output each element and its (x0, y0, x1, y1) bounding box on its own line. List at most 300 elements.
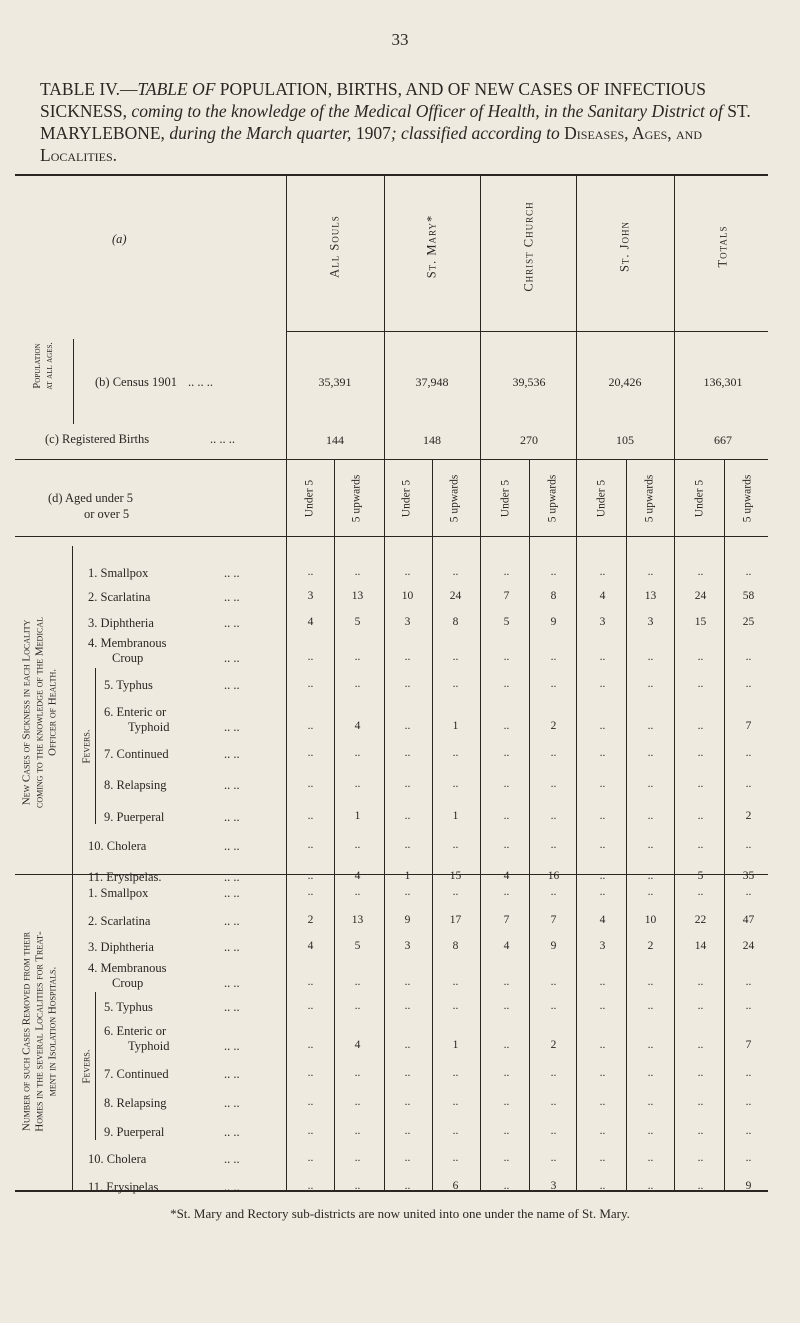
new_cases-cell-2-4: 7 (503, 590, 510, 602)
new_cases-cell-1-9: .. (745, 566, 752, 578)
new_cases-cell-7-1: .. (354, 747, 361, 759)
table-heading (40, 78, 770, 166)
removed-cell-8-2: .. (404, 1096, 411, 1108)
removed-cell-5-6: .. (599, 1000, 606, 1012)
new_cases-cell-6-6: .. (599, 720, 606, 732)
new_cases-cell-1-8: .. (697, 566, 704, 578)
new_cases-cell-5-2: .. (404, 678, 411, 690)
heading-text (40, 78, 770, 166)
census-value-1: 37,948 (415, 375, 449, 389)
removed-group-line-3: ment in Isolation Hospitals. (46, 966, 59, 1097)
removed-cell-10-3: .. (452, 1152, 459, 1164)
removed-cell-4-7: .. (647, 976, 654, 988)
new_cases-fevers-brace (95, 668, 96, 824)
new_cases-cell-3-6: 3 (599, 616, 606, 628)
removed-cell-8-7: .. (647, 1096, 654, 1108)
page-number: 33 (391, 30, 409, 49)
births-value-3: 105 (616, 433, 634, 447)
population-brace (73, 339, 74, 424)
removed-cell-7-2: .. (404, 1067, 411, 1079)
age-header-1-under: Under 5 (400, 479, 413, 518)
new_cases-cell-8-1: .. (354, 778, 361, 790)
new_cases-cell-6-9: 7 (745, 720, 752, 732)
new_cases-cell-5-0: .. (307, 678, 314, 690)
new_cases-row-label-5: 5. Typhus (104, 678, 153, 692)
data-table (0, 174, 800, 1194)
age-header-2-under: Under 5 (499, 479, 512, 518)
removed-row-leader-3: .. .. (224, 940, 240, 954)
age-header-4-over: 5 upwards (741, 474, 754, 523)
removed-row-label-8: 8. Relapsing (104, 1096, 167, 1110)
new_cases-cell-7-2: .. (404, 747, 411, 759)
new_cases-cell-9-0: .. (307, 810, 314, 822)
removed-cell-11-3: 6 (452, 1180, 459, 1192)
removed-cell-8-3: .. (452, 1096, 459, 1108)
removed-cell-3-7: 2 (647, 940, 654, 952)
removed-cell-11-4: .. (503, 1180, 510, 1192)
locality-header-rule (286, 331, 768, 332)
new_cases-cell-1-6: .. (599, 566, 606, 578)
new_cases-cell-2-7: 13 (644, 590, 657, 602)
heading-year: 1907 (355, 123, 391, 143)
new_cases-cell-8-2: .. (404, 778, 411, 790)
removed-cell-2-3: 17 (449, 914, 462, 926)
removed-cell-5-2: .. (404, 1000, 411, 1012)
removed-cell-11-7: .. (647, 1180, 654, 1192)
heading-classified: ; classified according to (390, 123, 565, 143)
new_cases-cell-9-3: 1 (452, 810, 459, 822)
census-value-3: 20,426 (608, 375, 642, 389)
footnote: *St. Mary and Rectory sub-districts are now united into one under the name of St. Mary. (170, 1206, 630, 1221)
new_cases-cell-11-7: .. (647, 870, 654, 882)
age-header-0-over: 5 upwards (350, 474, 363, 523)
removed-row-label2-6: Typhoid (128, 1039, 170, 1053)
removed-row-leader-7: .. .. (224, 1067, 240, 1081)
removed-cell-1-8: .. (697, 886, 704, 898)
new_cases-cell-1-4: .. (503, 566, 510, 578)
age-header-2-over: 5 upwards (546, 474, 559, 523)
new_cases-cell-4-5: .. (550, 651, 557, 663)
new_cases-cell-7-6: .. (599, 747, 606, 759)
top-rule (15, 174, 768, 176)
removed-cell-4-4: .. (503, 976, 510, 988)
new_cases-cell-6-4: .. (503, 720, 510, 732)
new_cases-row-label2-6: Typhoid (128, 720, 170, 734)
new_cases-cell-11-3: 15 (449, 870, 462, 882)
removed-cell-4-5: .. (550, 976, 557, 988)
removed-cell-8-9: .. (745, 1096, 752, 1108)
new_cases-cell-2-6: 4 (599, 590, 606, 602)
new_cases-cell-9-7: .. (647, 810, 654, 822)
removed-cell-5-7: .. (647, 1000, 654, 1012)
removed-cell-11-0: .. (307, 1180, 314, 1192)
new_cases-cell-6-5: 2 (550, 720, 557, 732)
new_cases-cell-3-0: 4 (307, 616, 314, 628)
removed-cell-7-1: .. (354, 1067, 361, 1079)
removed-cell-2-9: 47 (742, 914, 755, 926)
removed-cell-6-4: .. (503, 1039, 510, 1051)
column-a-label: (a) (112, 232, 127, 246)
removed-cell-6-6: .. (599, 1039, 606, 1051)
removed-cell-7-0: .. (307, 1067, 314, 1079)
births-value-2: 270 (520, 433, 538, 447)
removed-row-leader-10: .. .. (224, 1152, 240, 1166)
removed-cell-4-8: .. (697, 976, 704, 988)
new_cases-cell-6-8: .. (697, 720, 704, 732)
new_cases-cell-3-2: 3 (404, 616, 411, 628)
new_cases-cell-8-5: .. (550, 778, 557, 790)
removed-cell-7-3: .. (452, 1067, 459, 1079)
removed-cell-2-0: 2 (307, 914, 314, 926)
new_cases-cell-3-5: 9 (550, 616, 557, 628)
new_cases-cell-3-1: 5 (354, 616, 361, 628)
new_cases-group-line-2: coming to the knowledge of the Medical (33, 617, 46, 808)
new_cases-cell-10-2: .. (404, 839, 411, 851)
removed-cell-5-5: .. (550, 1000, 557, 1012)
new_cases-row-leader-7: .. .. (224, 747, 240, 761)
removed-cell-7-6: .. (599, 1067, 606, 1079)
removed-cell-3-2: 3 (404, 940, 411, 952)
removed-row-leader-6: .. .. (224, 1039, 240, 1053)
new_cases-cell-8-7: .. (647, 778, 654, 790)
removed-cell-10-6: .. (599, 1152, 606, 1164)
new_cases-cell-6-7: .. (647, 720, 654, 732)
removed-cell-6-8: .. (697, 1039, 704, 1051)
removed-cell-1-3: .. (452, 886, 459, 898)
new_cases-row-leader-6: .. .. (224, 720, 240, 734)
births-label: (c) Registered Births (45, 432, 150, 446)
new_cases-fevers-label: Fevers. (80, 729, 93, 764)
column-line-4 (674, 174, 675, 1190)
removed-row-label-11: 11. Erysipelas (88, 1180, 159, 1194)
new_cases-cell-11-1: 4 (354, 870, 361, 882)
removed-cell-10-9: .. (745, 1152, 752, 1164)
removed-cell-6-0: .. (307, 1039, 314, 1051)
new_cases-cell-10-7: .. (647, 839, 654, 851)
births-value-1: 148 (423, 433, 441, 447)
removed-cell-10-4: .. (503, 1152, 510, 1164)
new_cases-cell-3-7: 3 (647, 616, 654, 628)
new_cases-cell-9-9: 2 (745, 810, 752, 822)
census-value-4: 136,301 (703, 375, 743, 389)
removed-cell-6-7: .. (647, 1039, 654, 1051)
new_cases-cell-11-4: 4 (503, 870, 510, 882)
new_cases-cell-10-0: .. (307, 839, 314, 851)
removed-cell-1-0: .. (307, 886, 314, 898)
removed-cell-9-7: .. (647, 1125, 654, 1137)
population-label-line2: at all ages. (45, 342, 55, 390)
removed-cell-8-5: .. (550, 1096, 557, 1108)
removed-cell-8-6: .. (599, 1096, 606, 1108)
new_cases-cell-1-2: .. (404, 566, 411, 578)
removed-cell-2-4: 7 (503, 914, 510, 926)
new_cases-cell-9-1: 1 (354, 810, 361, 822)
removed-cell-3-3: 8 (452, 940, 459, 952)
new_cases-cell-7-7: .. (647, 747, 654, 759)
new_cases-cell-1-3: .. (452, 566, 459, 578)
removed-cell-6-1: 4 (354, 1039, 361, 1051)
removed-cell-7-7: .. (647, 1067, 654, 1079)
new_cases-cell-1-5: .. (550, 566, 557, 578)
removed-row-label-1: 1. Smallpox (88, 886, 149, 900)
locality-header-4: Totals (715, 225, 730, 268)
removed-row-label-4: 4. Membranous (88, 961, 167, 975)
new_cases-cell-9-2: .. (404, 810, 411, 822)
new_cases-cell-5-4: .. (503, 678, 510, 690)
new_cases-cell-4-4: .. (503, 651, 510, 663)
age-header-0-under: Under 5 (303, 479, 316, 518)
removed-cell-7-4: .. (503, 1067, 510, 1079)
births-leader: .. .. .. (210, 432, 235, 446)
new_cases-cell-3-4: 5 (503, 616, 510, 628)
removed-cell-9-2: .. (404, 1125, 411, 1137)
removed-cell-5-3: .. (452, 1000, 459, 1012)
new_cases-cell-11-5: 16 (547, 870, 560, 882)
new_cases-cell-3-9: 25 (742, 616, 755, 628)
new_cases-row-label-6: 6. Enteric or (104, 705, 167, 719)
new_cases-cell-4-6: .. (599, 651, 606, 663)
new_cases-cell-9-5: .. (550, 810, 557, 822)
new_cases-cell-9-8: .. (697, 810, 704, 822)
new_cases-cell-5-9: .. (745, 678, 752, 690)
removed-brace (72, 874, 73, 1190)
removed-group-line-1: Number of such Cases Removed from their (20, 931, 33, 1132)
removed-cell-1-5: .. (550, 886, 557, 898)
new_cases-cell-8-0: .. (307, 778, 314, 790)
new_cases-cell-4-2: .. (404, 651, 411, 663)
removed-cell-8-0: .. (307, 1096, 314, 1108)
new_cases-cell-4-7: .. (647, 651, 654, 663)
new_cases-row-leader-3: .. .. (224, 616, 240, 630)
removed-cell-3-4: 4 (503, 940, 510, 952)
new_cases-cell-5-1: .. (354, 678, 361, 690)
new_cases-row-label-3: 3. Diphtheria (88, 616, 154, 630)
column-line-2 (480, 174, 481, 1190)
age-header-1-over: 5 upwards (448, 474, 461, 523)
new_cases-row-leader-4: .. .. (224, 651, 240, 665)
removed-row-label2-4: Croup (112, 976, 144, 990)
new_cases-cell-2-5: 8 (550, 590, 557, 602)
new_cases-row-leader-1: .. .. (224, 566, 240, 580)
new_cases-cell-2-8: 24 (694, 590, 707, 602)
removed-cell-5-0: .. (307, 1000, 314, 1012)
removed-cell-3-9: 24 (742, 940, 755, 952)
removed-row-label-2: 2. Scarlatina (88, 914, 151, 928)
census-label: (b) Census 1901 (95, 375, 177, 389)
removed-cell-8-4: .. (503, 1096, 510, 1108)
new_cases-cell-3-3: 8 (452, 616, 459, 628)
new_cases-row-label-7: 7. Continued (104, 747, 169, 761)
removed-cell-9-1: .. (354, 1125, 361, 1137)
census-value-2: 39,536 (512, 375, 546, 389)
removed-cell-2-2: 9 (404, 914, 411, 926)
heading-classification: Diseases, Ages, and Localities. (40, 123, 702, 165)
removed-cell-1-1: .. (354, 886, 361, 898)
removed-group-line-2: Homes in the several Localities for Treat- (33, 931, 46, 1132)
removed-cell-11-5: 3 (550, 1180, 557, 1192)
new_cases-cell-3-8: 15 (694, 616, 707, 628)
new_cases-cell-2-2: 10 (401, 590, 414, 602)
new_cases-cell-10-6: .. (599, 839, 606, 851)
population-group-label (31, 311, 57, 421)
new_cases-cell-2-9: 58 (742, 590, 755, 602)
removed-cell-9-9: .. (745, 1125, 752, 1137)
new_cases-cell-5-7: .. (647, 678, 654, 690)
removed-row-leader-2: .. .. (224, 914, 240, 928)
removed-cell-9-6: .. (599, 1125, 606, 1137)
new_cases-row-leader-9: .. .. (224, 810, 240, 824)
age-header-4-under: Under 5 (693, 479, 706, 518)
removed-cell-10-7: .. (647, 1152, 654, 1164)
removed-cell-4-1: .. (354, 976, 361, 988)
new_cases-cell-5-5: .. (550, 678, 557, 690)
removed-row-leader-8: .. .. (224, 1096, 240, 1110)
removed-cell-4-9: .. (745, 976, 752, 988)
new_cases-cell-2-1: 13 (351, 590, 364, 602)
removed-cell-9-8: .. (697, 1125, 704, 1137)
removed-cell-2-8: 22 (694, 914, 707, 926)
new_cases-row-label-8: 8. Relapsing (104, 778, 167, 792)
new_cases-group-line-3: Officer of Health. (46, 669, 59, 756)
removed-cell-3-5: 9 (550, 940, 557, 952)
new_cases-row-label-1: 1. Smallpox (88, 566, 149, 580)
removed-cell-9-5: .. (550, 1125, 557, 1137)
new_cases-row-label-4: 4. Membranous (88, 636, 167, 650)
removed-cell-4-2: .. (404, 976, 411, 988)
new_cases-cell-5-8: .. (697, 678, 704, 690)
removed-cell-3-1: 5 (354, 940, 361, 952)
census-value-0: 35,391 (318, 375, 352, 389)
new_cases-cell-9-6: .. (599, 810, 606, 822)
heading-quarter: during the March quarter, (164, 123, 356, 143)
new_cases-cell-5-3: .. (452, 678, 459, 690)
removed-row-label-5: 5. Typhus (104, 1000, 153, 1014)
new_cases-cell-11-0: .. (307, 870, 314, 882)
removed-cell-2-6: 4 (599, 914, 606, 926)
removed-row-label-3: 3. Diphtheria (88, 940, 154, 954)
new_cases-cell-4-3: .. (452, 651, 459, 663)
removed-cell-2-7: 10 (644, 914, 657, 926)
new_cases-cell-11-9: 35 (742, 870, 755, 882)
new_cases-cell-7-8: .. (697, 747, 704, 759)
new_cases-cell-1-1: .. (354, 566, 361, 578)
removed-cell-5-1: .. (354, 1000, 361, 1012)
new_cases-cell-7-9: .. (745, 747, 752, 759)
births-value-0: 144 (326, 433, 344, 447)
census-leader: .. .. .. (188, 375, 213, 389)
removed-row-label-7: 7. Continued (104, 1067, 169, 1081)
new_cases-cell-5-6: .. (599, 678, 606, 690)
removed-cell-3-6: 3 (599, 940, 606, 952)
removed-group-label (21, 874, 60, 1190)
removed-cell-5-9: .. (745, 1000, 752, 1012)
removed-cell-2-1: 13 (351, 914, 364, 926)
new_cases-row-leader-2: .. .. (224, 590, 240, 604)
removed-cell-10-2: .. (404, 1152, 411, 1164)
removed-cell-3-0: 4 (307, 940, 314, 952)
removed-cell-11-2: .. (404, 1180, 411, 1192)
removed-cell-6-2: .. (404, 1039, 411, 1051)
removed-cell-4-0: .. (307, 976, 314, 988)
heading-table-of: TABLE OF (137, 79, 216, 99)
removed-cell-10-5: .. (550, 1152, 557, 1164)
locality-header-3: St. John (617, 220, 632, 273)
locality-header-1: St. Mary* (424, 214, 439, 279)
heading-district: ST. MARYLEBONE, (40, 101, 751, 143)
new_cases-cell-4-0: .. (307, 651, 314, 663)
removed-cell-3-8: 14 (694, 940, 707, 952)
new_cases-cell-8-4: .. (503, 778, 510, 790)
locality-header-0: All Souls (327, 215, 342, 278)
removed-fevers-brace (95, 992, 96, 1140)
removed-cell-4-3: .. (452, 976, 459, 988)
new_cases-cell-6-3: 1 (452, 720, 459, 732)
removed-row-leader-5: .. .. (224, 1000, 240, 1014)
new_cases-cell-2-3: 24 (449, 590, 462, 602)
removed-cell-1-7: .. (647, 886, 654, 898)
new_cases-cell-10-1: .. (354, 839, 361, 851)
removed-cell-7-9: .. (745, 1067, 752, 1079)
new_cases-row-leader-8: .. .. (224, 778, 240, 792)
removed-cell-5-4: .. (503, 1000, 510, 1012)
removed-cell-7-8: .. (697, 1067, 704, 1079)
new_cases-cell-7-4: .. (503, 747, 510, 759)
new_cases-cell-6-0: .. (307, 720, 314, 732)
removed-row-label-6: 6. Enteric or (104, 1024, 167, 1038)
removed-cell-1-2: .. (404, 886, 411, 898)
new_cases-cell-10-5: .. (550, 839, 557, 851)
new_cases-cell-9-4: .. (503, 810, 510, 822)
removed-cell-10-8: .. (697, 1152, 704, 1164)
new_cases-cell-8-3: .. (452, 778, 459, 790)
removed-cell-10-1: .. (354, 1152, 361, 1164)
age-header-3-over: 5 upwards (643, 474, 656, 523)
removed-cell-6-5: 2 (550, 1039, 557, 1051)
new_cases-cell-1-7: .. (647, 566, 654, 578)
removed-cell-7-5: .. (550, 1067, 557, 1079)
removed-cell-9-0: .. (307, 1125, 314, 1137)
removed-cell-5-8: .. (697, 1000, 704, 1012)
removed-cell-10-0: .. (307, 1152, 314, 1164)
new_cases-cell-6-1: 4 (354, 720, 361, 732)
age-label-line1: (d) Aged under 5 (48, 491, 134, 505)
removed-cell-8-1: .. (354, 1096, 361, 1108)
new_cases-row-leader-10: .. .. (224, 839, 240, 853)
new_cases-row-label-2: 2. Scarlatina (88, 590, 151, 604)
new_cases-cell-11-6: .. (599, 870, 606, 882)
new_cases-cell-10-4: .. (503, 839, 510, 851)
new_cases-cell-11-2: 1 (404, 870, 411, 882)
new_cases-row-label2-4: Croup (112, 651, 144, 665)
removed-row-leader-11: .. .. (224, 1180, 240, 1194)
removed-row-leader-9: .. .. (224, 1125, 240, 1139)
new_cases-cell-10-8: .. (697, 839, 704, 851)
population-label-line1: Population (32, 343, 43, 389)
new_cases-cell-4-9: .. (745, 651, 752, 663)
new_cases-cell-7-5: .. (550, 747, 557, 759)
removed-cell-8-8: .. (697, 1096, 704, 1108)
new_cases-cell-2-0: 3 (307, 590, 314, 602)
heading-knowledge: coming to the knowledge of the Medical Officer of Health, in the Sanitary District of (127, 101, 728, 121)
removed-cell-11-1: .. (354, 1180, 361, 1192)
births-value-4: 667 (714, 433, 732, 447)
new_cases-cell-6-2: .. (404, 720, 411, 732)
removed-cell-2-5: 7 (550, 914, 557, 926)
removed-cell-6-9: 7 (745, 1039, 752, 1051)
removed-fevers-label: Fevers. (80, 1049, 93, 1084)
new_cases-cell-8-6: .. (599, 778, 606, 790)
age-label-line2: or over 5 (84, 507, 130, 521)
